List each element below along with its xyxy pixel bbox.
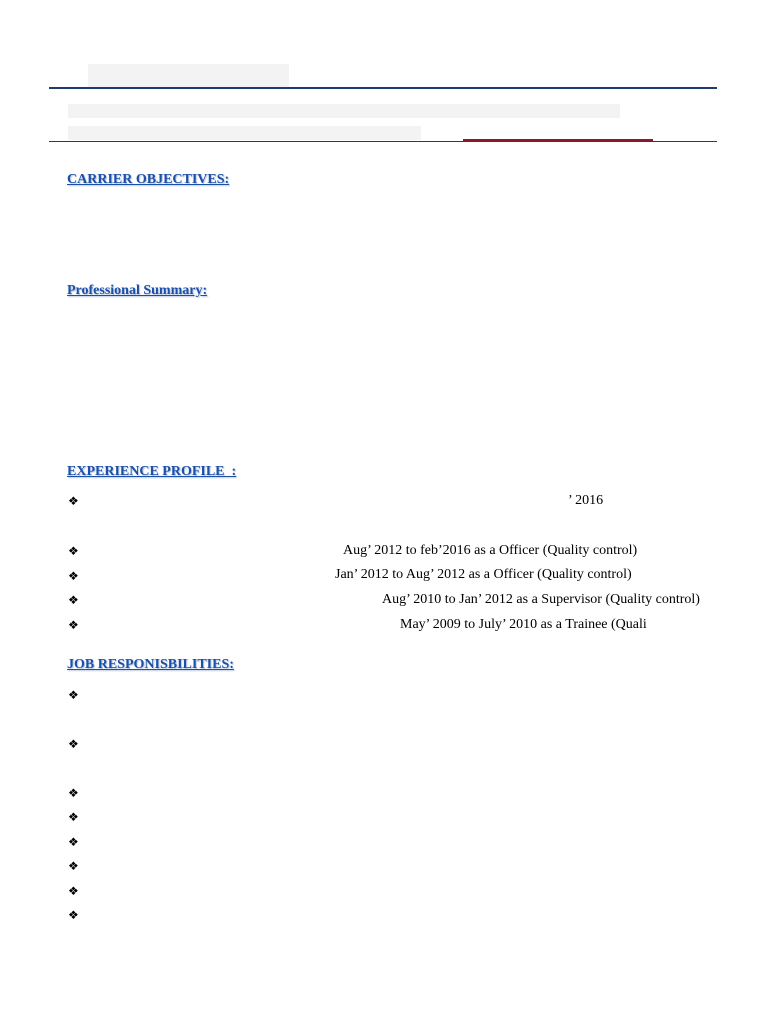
bullet-icon: ❖: [68, 737, 79, 751]
header-rule-top: [49, 87, 717, 89]
bullet-icon: ❖: [68, 908, 79, 922]
experience-item: Aug’ 2010 to Jan’ 2012 as a Supervisor (Quality control): [382, 592, 700, 607]
bullet-icon: ❖: [68, 859, 79, 873]
bullet-icon: ❖: [68, 569, 79, 583]
heading-carrier-objectives-label: CARRIER OBJECTIVES: [67, 172, 225, 187]
bullet-icon: ❖: [68, 688, 79, 702]
experience-item: May’ 2009 to July’ 2010 as a Trainee (Quali: [400, 617, 647, 632]
heading-carrier-objectives: [67, 172, 229, 188]
heading-experience-profile: EXPERIENCE PROFILE :: [67, 464, 237, 479]
bullet-icon: ❖: [68, 884, 79, 898]
bullet-icon: ❖: [68, 544, 79, 558]
bullet-icon: ❖: [68, 786, 79, 800]
redacted-contact-line-2: [68, 126, 421, 140]
bullet-icon: ❖: [68, 593, 79, 607]
bullet-icon: ❖: [68, 810, 79, 824]
redacted-contact-line-1: [68, 104, 620, 118]
heading-professional-summary: Professional Summary:: [67, 283, 208, 298]
redacted-name: [88, 64, 289, 88]
experience-item: Aug’ 2012 to feb’2016 as a Officer (Quality control): [343, 543, 638, 558]
experience-item: ’ 2016: [568, 493, 604, 508]
bullet-icon: ❖: [68, 618, 79, 632]
bullet-icon: ❖: [68, 494, 79, 508]
header-rule-bottom: [49, 141, 717, 142]
bullet-icon: ❖: [68, 835, 79, 849]
heading-job-responsibilities: JOB RESPONISBILITIES:: [67, 657, 234, 672]
experience-item: Jan’ 2012 to Aug’ 2012 as a Officer (Quality control): [335, 567, 632, 582]
heading-carrier-objectives-colon: :: [224, 172, 230, 187]
